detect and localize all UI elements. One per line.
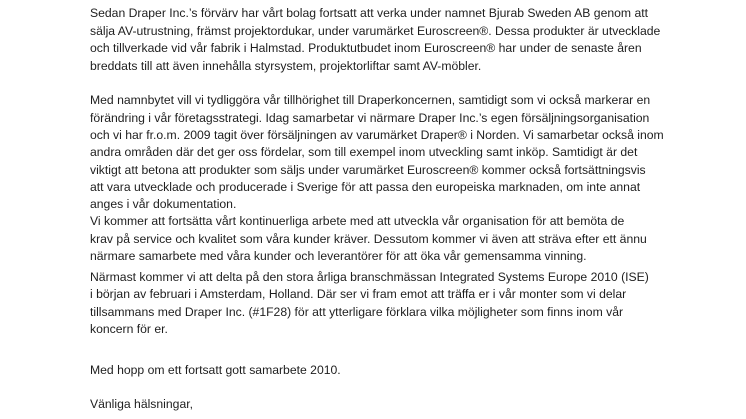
signoff-line: Vänliga hälsningar, bbox=[90, 397, 193, 411]
paragraph-line: Sedan Draper Inc.’s förvärv har vårt bolag fortsatt att verka under namnet Bjurab Sweden AB genom att bbox=[90, 6, 648, 20]
paragraph-line: Vi kommer att fortsätta vårt kontinuerliga arbete med att utveckla vår organisation för att bemöta de bbox=[90, 214, 625, 228]
paragraph-line: anges i vår dokumentation. bbox=[90, 197, 237, 211]
paragraph-line: viktigt att betona att produkter som säljs under varumärket Euroscreen® kommer också fortsättningsvis bbox=[90, 162, 646, 177]
paragraph-line: breddats till att även innehålla styrsystem, projektorliftar samt AV-möbler. bbox=[90, 58, 482, 73]
paragraph-line: krav på service och kvalitet som våra kunder kräver. Dessutom kommer vi även att sträva efter ett ännu bbox=[90, 231, 647, 246]
closing-line: Med hopp om ett fortsatt gott samarbete 2010. bbox=[90, 362, 341, 377]
paragraph-line: Med namnbytet vill vi tydliggöra vår tillhörighet till Draperkoncernen, samtidigt som vi också markerar en bbox=[90, 93, 651, 107]
paragraph-line: i början av februari i Amsterdam, Holland. Där ser vi fram emot att träffa er i vår monter som vi delar bbox=[90, 287, 627, 301]
paragraph-line: närmare samarbete med våra kunder och leverantörer för att öka vår gemensamma vinning. bbox=[90, 249, 587, 263]
paragraph-line: tillsammans med Draper Inc. (#1F28) för att ytterligare förklara vilka möjligheter som finns inom vår bbox=[90, 304, 624, 319]
paragraph-line: och tillverkade vid vår fabrik i Halmstad. Produktutbudet inom Euroscreen® har under de senaste åren bbox=[90, 41, 642, 55]
paragraph-line: koncern för er. bbox=[90, 322, 168, 336]
paragraph-line: förändring i vår företagsstrategi. Idag samarbetar vi närmare Draper Inc.’s egen försäljningsorganisation bbox=[90, 110, 650, 125]
paragraph-line: andra områden där det ger oss fördelar, som till exempel inom utveckling samt inköp. Samtidigt är det bbox=[90, 145, 638, 159]
paragraph-line: att vara utvecklade och producerade i Sverige för att passa den europeiska marknaden, om inte annat bbox=[90, 180, 641, 194]
paragraph-line: Närmast kommer vi att delta på den stora årliga branschmässan Integrated Systems Europe 2010 (ISE) bbox=[90, 269, 649, 284]
paragraph-line: sälja AV-utrustning, främst projektordukar, under varumärket Euroscreen®. Dessa produkter är utvecklade bbox=[90, 23, 661, 38]
paragraph-line: och vi har fr.o.m. 2009 tagit över försäljningen av varumärket Draper® i Norden. Vi samarbetar också inom bbox=[90, 128, 664, 142]
